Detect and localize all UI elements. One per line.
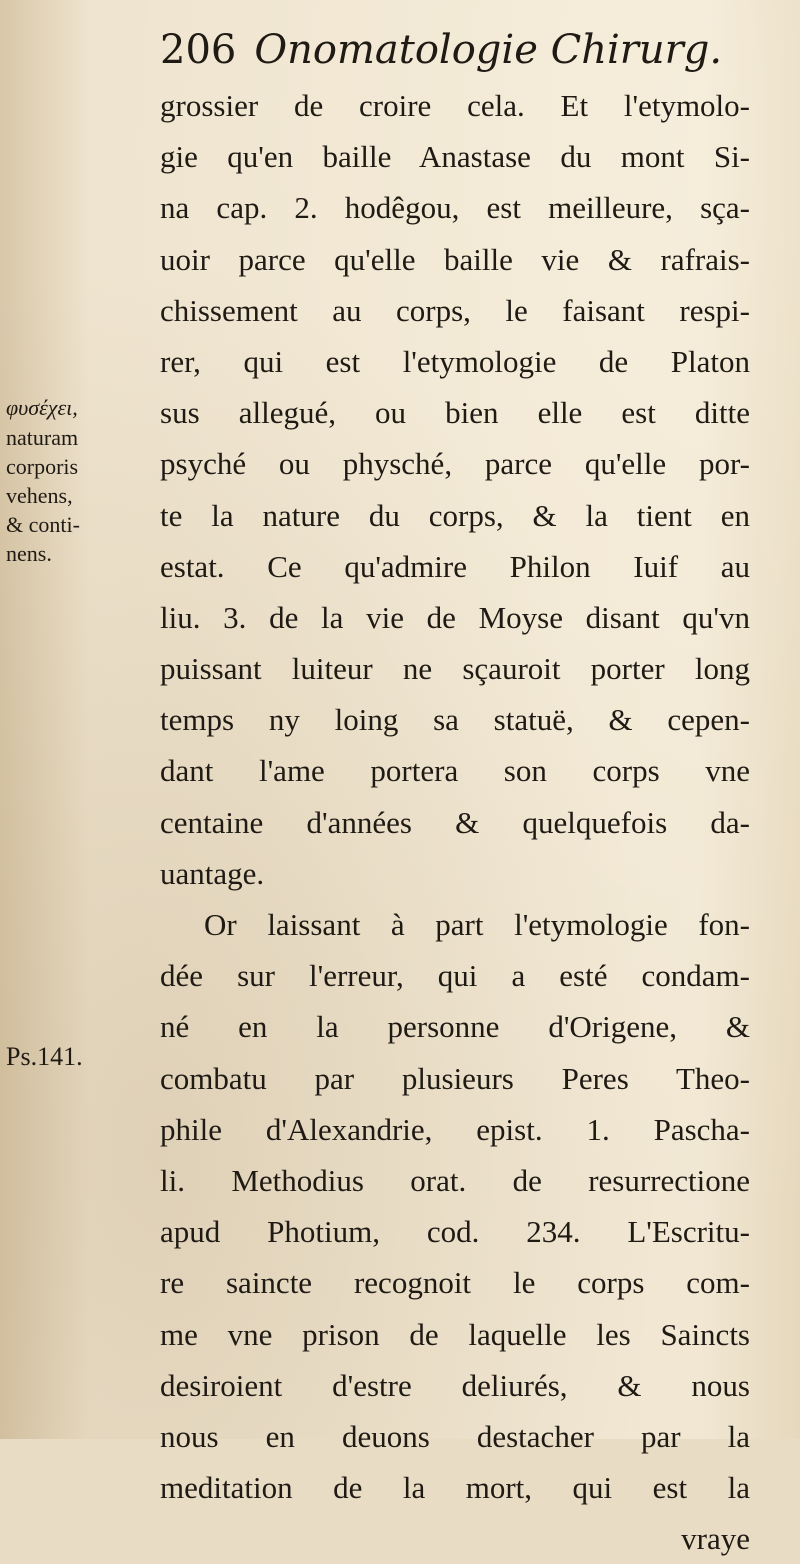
margin-latin-line: & conti- (6, 512, 80, 537)
text-line: me vne prison de laquelle les Saincts (160, 1316, 750, 1352)
text-line: rer, qui est l'etymologie de Platon (160, 343, 750, 379)
page-header (160, 22, 760, 78)
text-line: te la nature du corps, & la tient en (160, 497, 750, 533)
margin-note-latin (6, 423, 156, 568)
text-line: né en la personne d'Origene, & (160, 1009, 750, 1045)
text-line: phile d'Alexandrie, epist. 1. Pascha- (160, 1111, 750, 1147)
text-line: chissement au corps, le faisant respi- (160, 292, 750, 328)
margin-note-greek (6, 393, 156, 422)
text-line: na cap. 2. hodêgou, est meilleure, sça- (160, 190, 750, 226)
text-line: temps ny loing sa statuë, & cepen- (160, 702, 750, 738)
catchword: vraye (681, 1521, 750, 1557)
text-line: Or laissant à part l'etymologie fon- (204, 907, 750, 942)
margin-latin-line: naturam (6, 425, 79, 450)
text-line: combatu par plusieurs Peres Theo- (160, 1060, 750, 1096)
text-line: puissant luiteur ne sçauroit porter long (160, 651, 750, 687)
margin-latin-line: nens. (6, 541, 52, 566)
text-line: dée sur l'erreur, qui a esté condam- (160, 958, 750, 994)
text-line: meditation de la mort, qui est la (160, 1470, 750, 1506)
margin-greek-word: φυσέχει, (6, 395, 78, 420)
text-line: apud Photium, cod. 234. L'Escritu- (160, 1214, 750, 1250)
text-line: centaine d'années & quelquefois da- (160, 804, 750, 840)
text-line: re saincte recognoit le corps com- (160, 1265, 750, 1301)
text-line: estat. Ce qu'admire Philon Iuif au (160, 548, 750, 584)
text-line: sus allegué, ou bien elle est ditte (160, 395, 750, 431)
text-line: grossier de croire cela. Et l'etymolo- (160, 88, 750, 123)
text-line: uantage. (160, 855, 265, 891)
text-line: psyché ou physché, parce qu'elle por- (160, 446, 750, 482)
text-line: li. Methodius orat. de resurrectione (160, 1162, 750, 1198)
text-line: dant l'ame portera son corps vne (160, 753, 750, 789)
text-line: uoir parce qu'elle baille vie & rafrais- (160, 241, 750, 277)
body-text (160, 80, 750, 1564)
running-title: Onomatologie Chirurg. (254, 27, 723, 73)
margin-note-reference (6, 1042, 156, 1071)
text-line: gie qu'en baille Anastase du mont Si- (160, 139, 750, 175)
margin-latin-line: vehens, (6, 483, 73, 508)
margin-latin-line: corporis (6, 454, 79, 479)
page-number: 206 (160, 27, 237, 73)
margin-reference: Ps.141. (6, 1042, 83, 1071)
text-line: desiroient d'estre deliurés, & nous (160, 1367, 750, 1403)
text-line: liu. 3. de la vie de Moyse disant qu'vn (160, 599, 750, 635)
text-line: nous en deuons destacher par la (160, 1418, 750, 1454)
